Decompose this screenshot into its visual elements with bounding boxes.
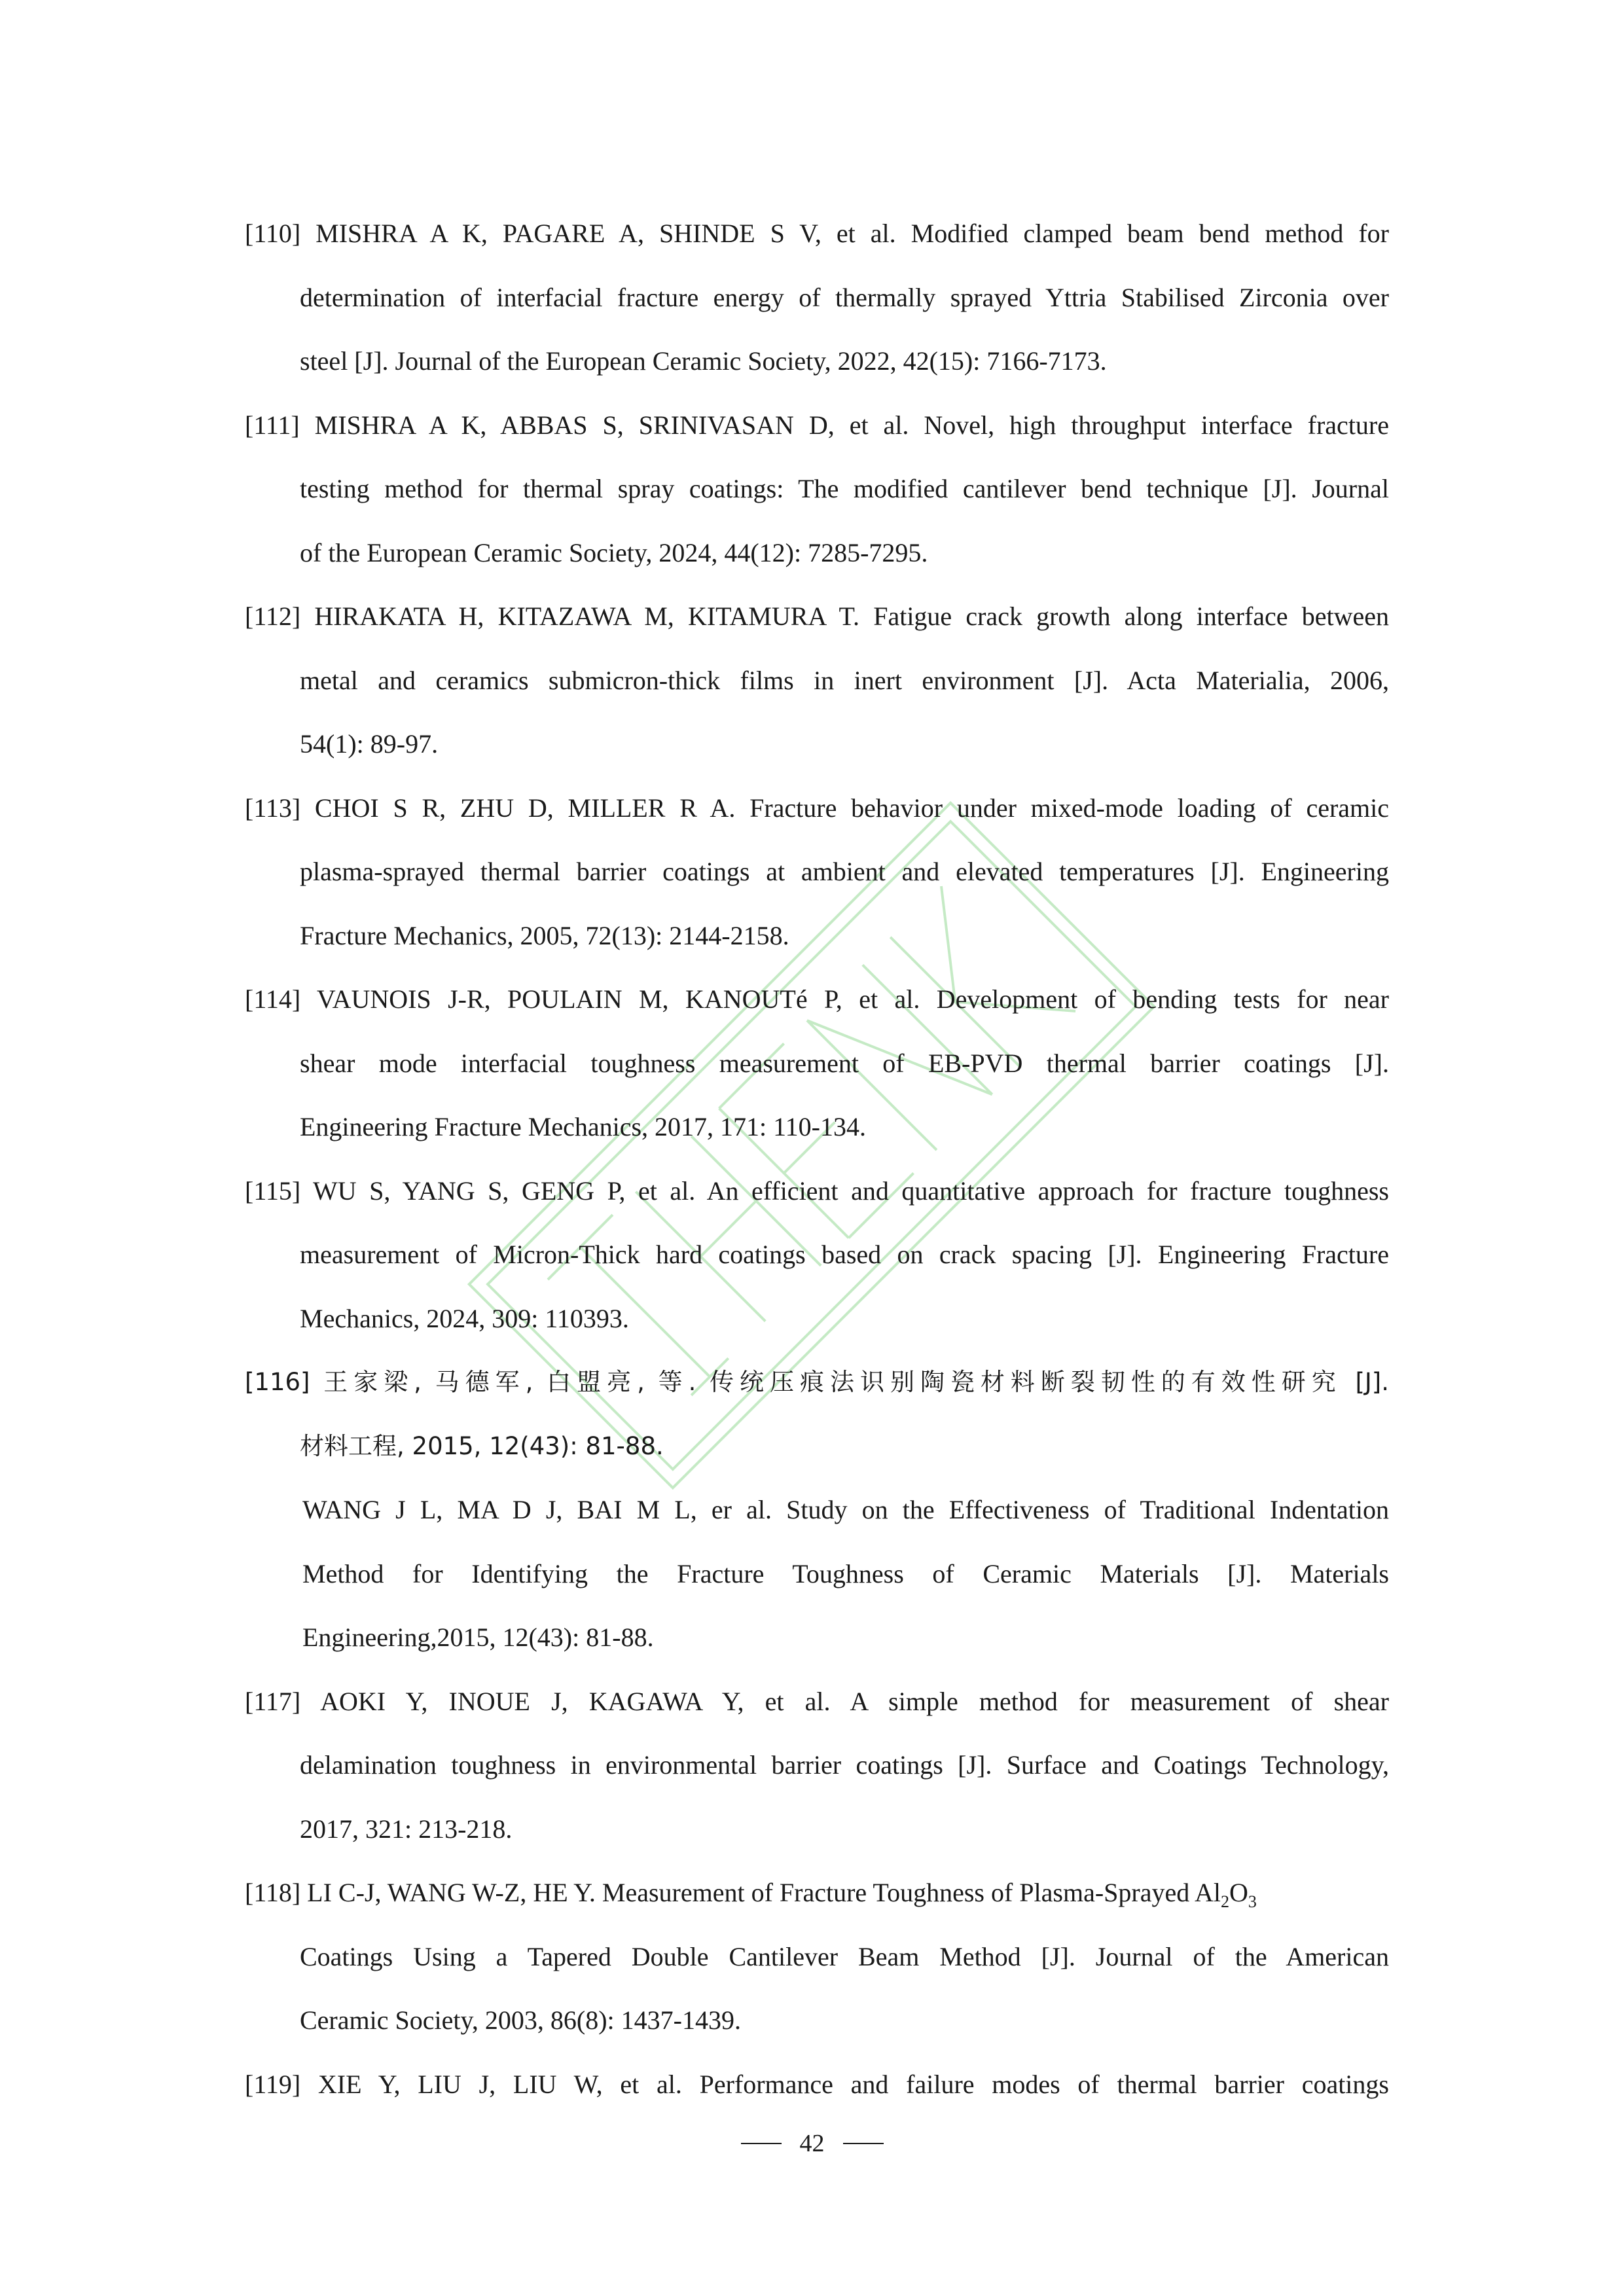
ref-line: of the European Ceramic Society, 2024, 44(12): 7285-7295. [300, 537, 928, 567]
reference-110 [245, 202, 1389, 393]
ref-line-with-formula [245, 1861, 1389, 1925]
ref-line: WANG J L, MA D J, BAI M L, er al. Study on the Effectiveness of Traditional Indentation [302, 1495, 1389, 1524]
page-number: 42 [799, 2130, 825, 2157]
ref-line: 54(1): 89-97. [300, 729, 439, 759]
ref-line: 材料工程, 2015, 12(43): 81-88. [300, 1431, 664, 1460]
reference-list [245, 202, 1389, 2116]
ref-line: [119] XIE Y, LIU J, LIU W, et al. Performance and failure modes of thermal barrier coatings [245, 2069, 1389, 2099]
ref-line: [113] CHOI S R, ZHU D, MILLER R A. Fracture behavior under mixed-mode loading of ceramic [245, 793, 1389, 823]
subscript: 3 [1248, 1892, 1257, 1911]
ref-line: shear mode interfacial toughness measurement of EB-PVD thermal barrier coatings [J]. [300, 1048, 1389, 1078]
subscript: 2 [1221, 1892, 1230, 1911]
reference-119 [245, 2053, 1389, 2117]
ref-line: 2017, 321: 213-218. [300, 1814, 513, 1844]
ref-line: [115] WU S, YANG S, GENG P, et al. An efficient and quantitative approach for fracture toughness [245, 1175, 1389, 1206]
reference-114 [245, 967, 1389, 1159]
ref-line: Engineering Fracture Mechanics, 2017, 171: 110-134. [300, 1112, 866, 1141]
ref-line: Ceramic Society, 2003, 86(8): 1437-1439. [300, 2005, 741, 2035]
ref-line: Fracture Mechanics, 2005, 72(13): 2144-2158. [300, 920, 789, 950]
ref-line: steel [J]. Journal of the European Ceramic Society, 2022, 42(15): 7166-7173. [300, 346, 1107, 376]
ref-line: determination of interfacial fracture energy of thermally sprayed Yttria Stabilised Zirconia over [300, 282, 1389, 312]
ref-line: metal and ceramics submicron-thick films in inert environment [J]. Acta Materialia, 2006, [300, 665, 1389, 695]
reference-117 [245, 1670, 1389, 1861]
ref-line: [114] VAUNOIS J-R, POULAIN M, KANOUTé P, et al. Development of bending tests for near [245, 984, 1389, 1014]
ref-line: [117] AOKI Y, INOUE J, KAGAWA Y, et al. A simple method for measurement of shear [245, 1686, 1389, 1716]
ref-line: [111] MISHRA A K, ABBAS S, SRINIVASAN D, et al. Novel, high throughput interface fracture [245, 410, 1389, 440]
ref-line: Mechanics, 2024, 309: 110393. [300, 1303, 629, 1333]
footer-dash-right [843, 2143, 884, 2144]
reference-112 [245, 584, 1389, 776]
ref-line: testing method for thermal spray coatings: The modified cantilever bend technique [J]. Journal [300, 474, 1389, 503]
ref-line: Method for Identifying the Fracture Toughness of Ceramic Materials [J]. Materials [302, 1558, 1389, 1588]
ref-line: delamination toughness in environmental barrier coatings [J]. Surface and Coatings Technology, [300, 1750, 1389, 1780]
reference-113 [245, 776, 1389, 968]
reference-116 [245, 1350, 1389, 1670]
reference-115 [245, 1159, 1389, 1351]
ref-line: [116] 王家梁, 马德军, 白盟亮, 等. 传统压痕法识别陶瓷材料断裂韧性的有效性研究 [J]. [245, 1368, 1389, 1396]
ref-line: plasma-sprayed thermal barrier coatings at ambient and elevated temperatures [J]. Engineering [300, 857, 1389, 886]
ref-line-text: [118] LI C-J, WANG W-Z, HE Y. Measurement of Fracture Toughness of Plasma-Sprayed $Al_2O_3$ [245, 1878, 1257, 1911]
footer-dash-left [741, 2143, 782, 2144]
ref-line: [112] HIRAKATA H, KITAZAWA M, KITAMURA T. Fatigue crack growth along interface between [245, 601, 1389, 631]
ref-line: measurement of Micron-Thick hard coatings based on crack spacing [J]. Engineering Fracture [300, 1240, 1389, 1269]
ref-line: [110] MISHRA A K, PAGARE A, SHINDE S V, et al. Modified clamped beam bend method for [245, 219, 1389, 248]
ref-line: Coatings Using a Tapered Double Cantilever Beam Method [J]. Journal of the American [300, 1941, 1389, 1971]
ref-line: Engineering,2015, 12(43): 81-88. [302, 1623, 654, 1652]
page-footer [0, 2124, 1624, 2163]
reference-111 [245, 393, 1389, 585]
reference-118 [245, 1861, 1389, 2053]
